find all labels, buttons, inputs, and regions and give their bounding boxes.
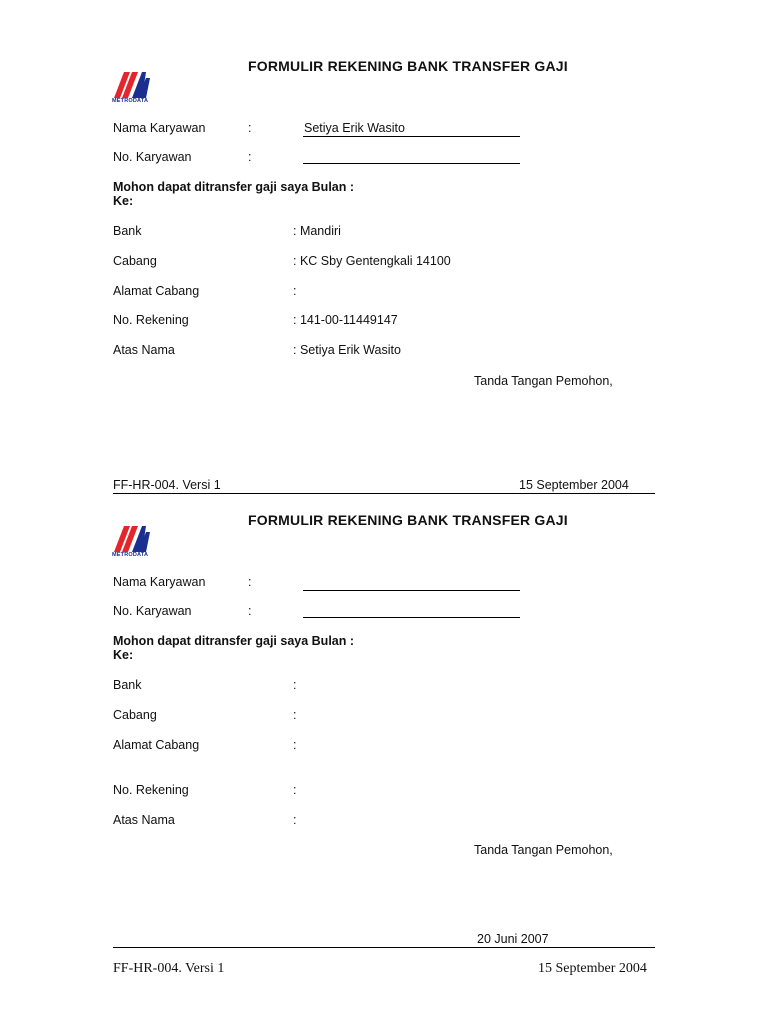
footer-code: FF-HR-004. Versi 1 [113,478,221,492]
row-value[interactable]: : KC Sby Gentengkali 14100 [293,254,451,268]
row-value[interactable]: : [293,708,297,722]
row-label: Alamat Cabang [113,284,200,298]
request-line-1: Mohon dapat ditransfer gaji saya Bulan : [113,634,355,648]
row-value[interactable]: : [293,813,297,827]
form-title: FORMULIR REKENING BANK TRANSFER GAJI [248,512,568,528]
row-label: No. Rekening [113,783,189,797]
nama-karyawan-value[interactable]: Setiya Erik Wasito [304,121,405,135]
row-label: Bank [113,678,142,692]
footer-date: 15 September 2004 [519,478,629,492]
nama-karyawan-underline[interactable] [303,590,520,591]
row-label: Cabang [113,254,157,268]
no-karyawan-underline[interactable] [303,617,520,618]
no-karyawan-colon: : [248,150,252,164]
row-value[interactable]: : Mandiri [293,224,341,238]
nama-karyawan-colon: : [248,575,252,589]
logo-text: METRODATA [112,98,149,104]
no-karyawan-underline[interactable] [303,163,520,164]
row-label: Atas Nama [113,343,175,357]
footer-divider [113,493,655,494]
nama-karyawan-colon: : [248,121,252,135]
footer-code: FF-HR-004. Versi 1 [113,961,225,976]
row-value[interactable]: : [293,284,297,298]
row-value[interactable]: : Setiya Erik Wasito [293,343,401,357]
signature-label: Tanda Tangan Pemohon, [474,843,613,857]
request-line-1: Mohon dapat ditransfer gaji saya Bulan : [113,180,355,194]
row-value[interactable]: : 141-00-11449147 [293,313,398,327]
nama-karyawan-underline [303,136,520,137]
signature-label: Tanda Tangan Pemohon, [474,374,613,388]
row-label: Alamat Cabang [113,738,200,752]
no-karyawan-colon: : [248,604,252,618]
row-label: Cabang [113,708,157,722]
nama-karyawan-label: Nama Karyawan [113,575,206,589]
row-value[interactable]: : [293,783,297,797]
logo-text: METRODATA [112,552,149,558]
request-line-2: Ke: [113,194,134,208]
nama-karyawan-label: Nama Karyawan [113,121,206,135]
signature-date: 20 Juni 2007 [477,932,549,946]
request-line-2: Ke: [113,648,134,662]
no-karyawan-label: No. Karyawan [113,604,192,618]
row-label: Atas Nama [113,813,175,827]
row-value[interactable]: : [293,678,297,692]
form-title: FORMULIR REKENING BANK TRANSFER GAJI [248,58,568,74]
row-label: Bank [113,224,142,238]
no-karyawan-label: No. Karyawan [113,150,192,164]
row-value[interactable]: : [293,738,297,752]
footer-divider [113,947,655,948]
row-label: No. Rekening [113,313,189,327]
footer-date: 15 September 2004 [538,961,647,976]
